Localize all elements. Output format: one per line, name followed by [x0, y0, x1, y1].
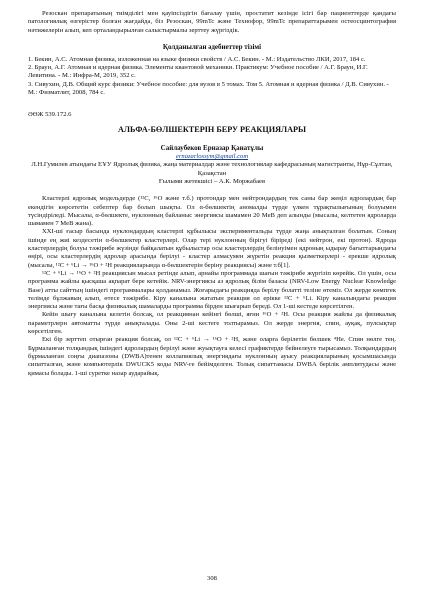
body-paragraph: ¹²C + ⁶Li → ¹⁶O + ²H реакциясын мысал ретінде алып, арнайы программада шағын тәжірибе жүргізіп көрейік. Ол үшін, осы программа жайлы қысқаша ақпарат бере кетейік. NRV-энергиясы аз ядролық білім базасы (NRV-Low Energy Nuclear Knowledge Base) атты сайттың ішіндегі программалары қолданамыз. Жоғарыдағы реакцияда берілу болатті теліне өтеміз. Ол жерде көмпгек телімде бұлжавың алып, өтесе тәжірибе. Кіру каналына жататын реакция ол ерікке ¹²C + ⁶Li. Кіру каналындағы реакция энергиясы және тағы басқа физикалық шамаларды программа бірден шығарып береді. Ол 1-ші кестеде көрсетілген.: [28, 269, 396, 311]
body-paragraph: Екі бір зерттеп отырған реакция болсақ, ол ¹²C + ⁶Li → ¹⁶O + ²H, және оларға берілетін бөлшек ⁴He. Спин нөлге тең. Бұрмаланған толқындық ішіндегі ядролардың берілуі және жуықтауға келесі графиктерде бейнелеуге тырысамыз. Толқындардың бұрмаланған соңғы диапазоны (DWBA)тенен коллапиялық энергиядағы нуклонның ауысу реакцияларының қосымшасында сипатталған, және компьютерлік DWUCK5 коды NRV-ге бейімделген. Толық сипаттамасы DWBA берілік амплитудасы және қимасы болады. 1-ші суретке назар аударайық.: [28, 336, 396, 377]
supervisor: Ғылыми жетекшісі – А.К. Моржабаев: [158, 177, 266, 185]
article-title: АЛЬФА-БӨЛШЕКТЕРІН БЕРУ РЕАКЦИЯЛАРЫ: [117, 125, 307, 135]
article-body: [28, 195, 396, 378]
reference-item: 1. Бекин, А.С. Атомная физика, изложенная на языке физики свойств / А.С. Бекин. - М.: Издательство ЛКИ, 2017, 184 с.: [28, 55, 366, 63]
author-email-link[interactable]: ernazarlossym@gmail.com: [175, 153, 249, 161]
reference-item: 3. Сивухин, Д.В. Общий курс физики: Учебное пособие: для вузов в 5 томах. Том 5. Атомная и ядерная физика / Д.В. Сивухин. - М.: Физматлит, 2008, 784 с.: [28, 80, 389, 97]
body-paragraph: XXI-ші ғасыр басында нуклондардың кластерлі құбылысы экспериментальды түрде жаңа анықталған болатын. Соның ішінде ең жиі кездесетін α-бөлшектер кластерлері. Олар тері нуклонның бірігуі біріреді (екі нейтрон, екі протон). Ядрода кластерлердің болуы тәжірибе жүзінде байқалатын құбылыстар осы кластерлердің белінуімен ядроның ыдырау бағыттарындағы өңірі, осы кластерлердің ядролар арасында берілуі - кластер алмасумен жүретін реакция қызметкерлері - ерекше ядролық (мысалы, ¹²C + ⁶Li → ¹⁶O + ²H реакцияларында α-бөлшектерін беріну реакциясы) және т.б[1].: [28, 228, 396, 269]
page-number: 308: [207, 575, 217, 582]
author-affiliation: Л.Н.Гумилев атындағы ЕҰУ Ядролық физика, жаңа материалдар және технологиялар кафедрасының магистранты, Нұр-Сұлтан, Қазақстан: [31, 161, 393, 177]
intro-paragraph: Резоскан препаратының тиімділігі мен қауіпсіздігін бағалау үшін, простатит кезінде ісігі бар пациенттерде қандағы патологиялық өзгерістер болған жағдайда, біз Резоскан, 99mTc және Технофор, 99mTc препараттарымен остеосцинтография нәтижелерін алып, кеп орталандырылған салыстырмалы зерттеу жүргіздік.: [28, 10, 396, 34]
body-paragraph: Кейін шығу каналына келетін болсақ, ол реакциянан кейінгі бөлші, яғни ¹⁶O + ²H. Осы реакция жайлы да физикалық параметрлерн автоматты түрде анықталады. Оны 2-ші кестеге толтырамыз. Ол жерде энергия, спин, ауқақ, пулсықтар көрсетілген.: [28, 311, 396, 336]
reference-item: 2. Браун, А.Г. Атомная и ядерная физика. Элементы квантовой механики. Практикум: Учебное пособие / А.Г. Браун, И.Г. Левитина. - М.: Инфра-М, 2019, 352 с.: [28, 64, 368, 80]
udc-code: ӘӨЖ 539.172.6: [28, 111, 72, 119]
author-name: Сайлаубеков Ерназар Қанатұлы: [160, 144, 264, 153]
body-paragraph: Кластерлі ядролық модельдерде (¹²C, ¹⁶O және т.б.) протондар мен нейтрондардың тек саны бар жеңіл ядролардың бар екендігін көрсететін себептер бар болып шықты. Ол α-бөлшектің аномалды түрде үлкен тұрақтылығының болуымен түсіндіріледі. Мысалы, α-бөлшекте, нуклонның байланыс энергиясы шамамен 20 MeB деп алынды (мысалы, келтетен ядроларда шамамен 7 MeB жана).: [28, 195, 396, 228]
references-heading: Қолданылған әдебиеттер тізімі: [162, 42, 262, 51]
reference-list: [28, 56, 396, 97]
